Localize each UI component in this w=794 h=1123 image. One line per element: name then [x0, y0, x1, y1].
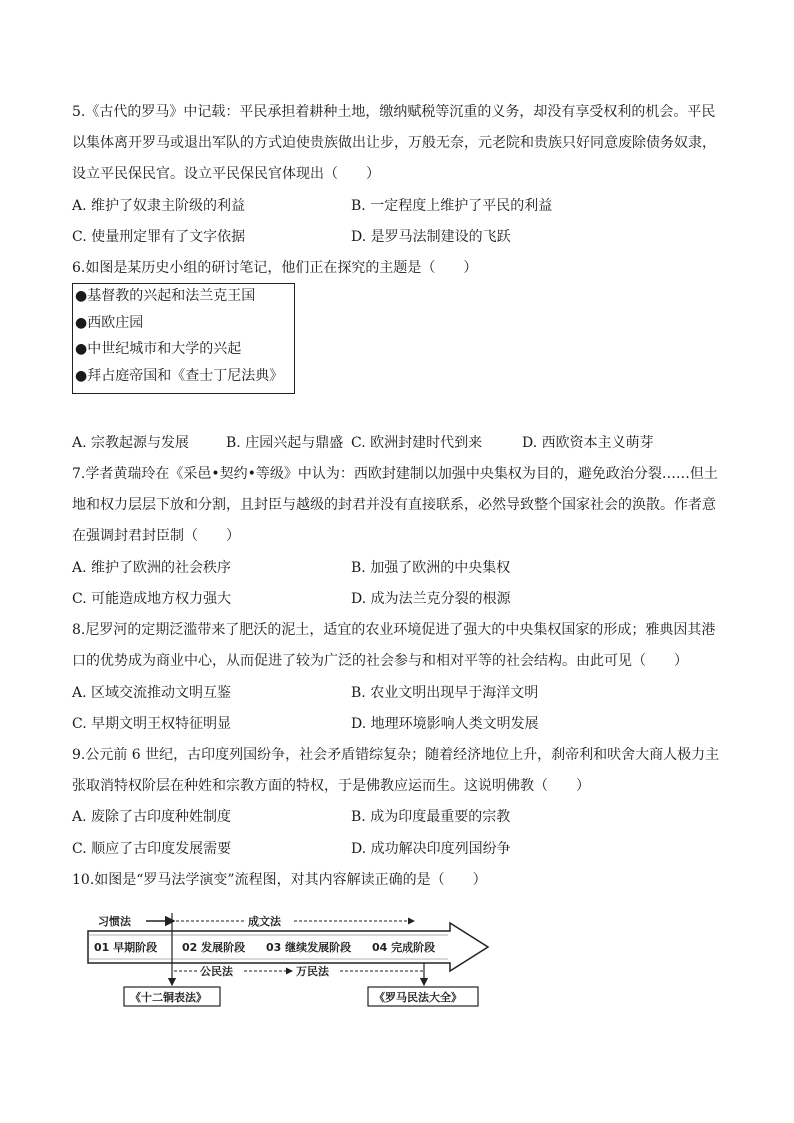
q9-option-b[interactable]: B. 成为印度最重要的宗教	[351, 809, 511, 825]
twelve-tables-label: 《十二铜表法》	[130, 991, 207, 1004]
q6-option-d[interactable]: D. 西欧资本主义萌芽	[522, 435, 654, 451]
q8-stem-line-2: 口的优势成为商业中心，从而促进了较为广泛的社会参与和相对平等的社会结构。由此可见（ ）	[72, 653, 688, 669]
law-of-nations-label: 万民法	[296, 965, 329, 978]
q10-stem: 10.如图是“罗马法学演变”流程图，对其内容解读正确的是（ ）	[72, 872, 487, 888]
note-item-1: ●基督教的兴起和法兰克王国	[75, 288, 256, 304]
stage-2-label: 02 发展阶段	[182, 941, 246, 954]
q9-option-a[interactable]: A. 废除了古印度种姓制度	[72, 809, 232, 825]
q8-option-c[interactable]: C. 早期文明王权特征明显	[72, 716, 232, 732]
q7-option-b[interactable]: B. 加强了欧洲的中央集权	[351, 560, 511, 576]
study-notes-box	[72, 283, 295, 394]
q5-stem-line-2: 以集体离开罗马或退出军队的方式迫使贵族做出让步，万般无奈，元老院和贵族只好同意废除债务奴隶，	[72, 135, 716, 151]
q9-stem-line-2: 张取消特权阶层在种姓和宗教方面的特权，于是佛教应运而生。这说明佛教（ ）	[72, 778, 590, 794]
q8-option-a[interactable]: A. 区域交流推动文明互鉴	[72, 685, 232, 701]
corpus-juris-label: 《罗马民法大全》	[374, 991, 462, 1004]
q5-option-d[interactable]: D. 是罗马法制建设的飞跃	[351, 229, 511, 245]
q7-option-c[interactable]: C. 可能造成地方权力强大	[72, 591, 232, 607]
q5-option-a[interactable]: A. 维护了奴隶主阶级的利益	[72, 198, 246, 214]
flowchart-svg	[84, 905, 494, 1010]
q6-option-a[interactable]: A. 宗教起源与发展	[72, 435, 190, 451]
q7-stem-line-3: 在强调封君封臣制（ ）	[72, 528, 240, 544]
written-law-label: 成文法	[248, 915, 281, 928]
q6-stem: 6.如图是某历史小组的研讨笔记，他们正在探究的主题是（ ）	[72, 260, 478, 276]
civil-law-label: 公民法	[200, 965, 233, 978]
q9-stem-line-1: 9.公元前 6 世纪，古印度列国纷争，社会矛盾错综复杂；随着经济地位上升，刹帝利和吠舍大商人极力主	[72, 747, 720, 763]
q7-stem-line-2: 地和权力层层下放和分割，且封臣与越级的封君并没有直接联系，必然导致整个国家社会的涣散。作者意	[72, 497, 716, 513]
note-item-2: ●西欧庄园	[75, 315, 144, 331]
q7-option-a[interactable]: A. 维护了欧洲的社会秩序	[72, 560, 232, 576]
q7-option-d[interactable]: D. 成为法兰克分裂的根源	[351, 591, 511, 607]
q5-option-c[interactable]: C. 使量刑定罪有了文字依据	[72, 229, 246, 245]
q8-option-b[interactable]: B. 农业文明出现早于海洋文明	[351, 685, 539, 701]
roman-law-flowchart	[84, 905, 494, 1010]
q8-stem-line-1: 8.尼罗河的定期泛滥带来了肥沃的泥土，适宜的农业环境促进了强大的中央集权国家的形成；雅典因其港	[72, 622, 716, 638]
q5-stem-line-3: 设立平民保民官。设立平民保民官体现出（ ）	[72, 166, 380, 182]
q6-option-c[interactable]: C. 欧洲封建时代到来	[351, 435, 483, 451]
q9-option-c[interactable]: C. 顺应了古印度发展需要	[72, 841, 232, 857]
stage-1-label: 01 早期阶段	[94, 941, 158, 954]
q5-stem-line-1: 5.《古代的罗马》中记载：平民承担着耕种土地，缴纳赋税等沉重的义务，却没有享受权利的机会。平民	[72, 104, 716, 120]
q9-option-d[interactable]: D. 成功解决印度列国纷争	[351, 841, 511, 857]
q6-option-b[interactable]: B. 庄园兴起与鼎盛	[226, 435, 344, 451]
note-item-4: ●拜占庭帝国和《查士丁尼法典》	[75, 368, 284, 384]
q5-option-b[interactable]: B. 一定程度上维护了平民的利益	[351, 198, 553, 214]
note-item-3: ●中世纪城市和大学的兴起	[75, 341, 242, 357]
customary-law-label: 习惯法	[98, 915, 131, 928]
stage-4-label: 04 完成阶段	[372, 941, 436, 954]
q8-option-d[interactable]: D. 地理环境影响人类文明发展	[351, 716, 539, 732]
stage-3-label: 03 继续发展阶段	[266, 941, 352, 954]
q7-stem-line-1: 7.学者黄瑞玲在《采邑•契约•等级》中认为：西欧封建制以加强中央集权为目的，避免政治分裂……但土	[72, 466, 718, 482]
